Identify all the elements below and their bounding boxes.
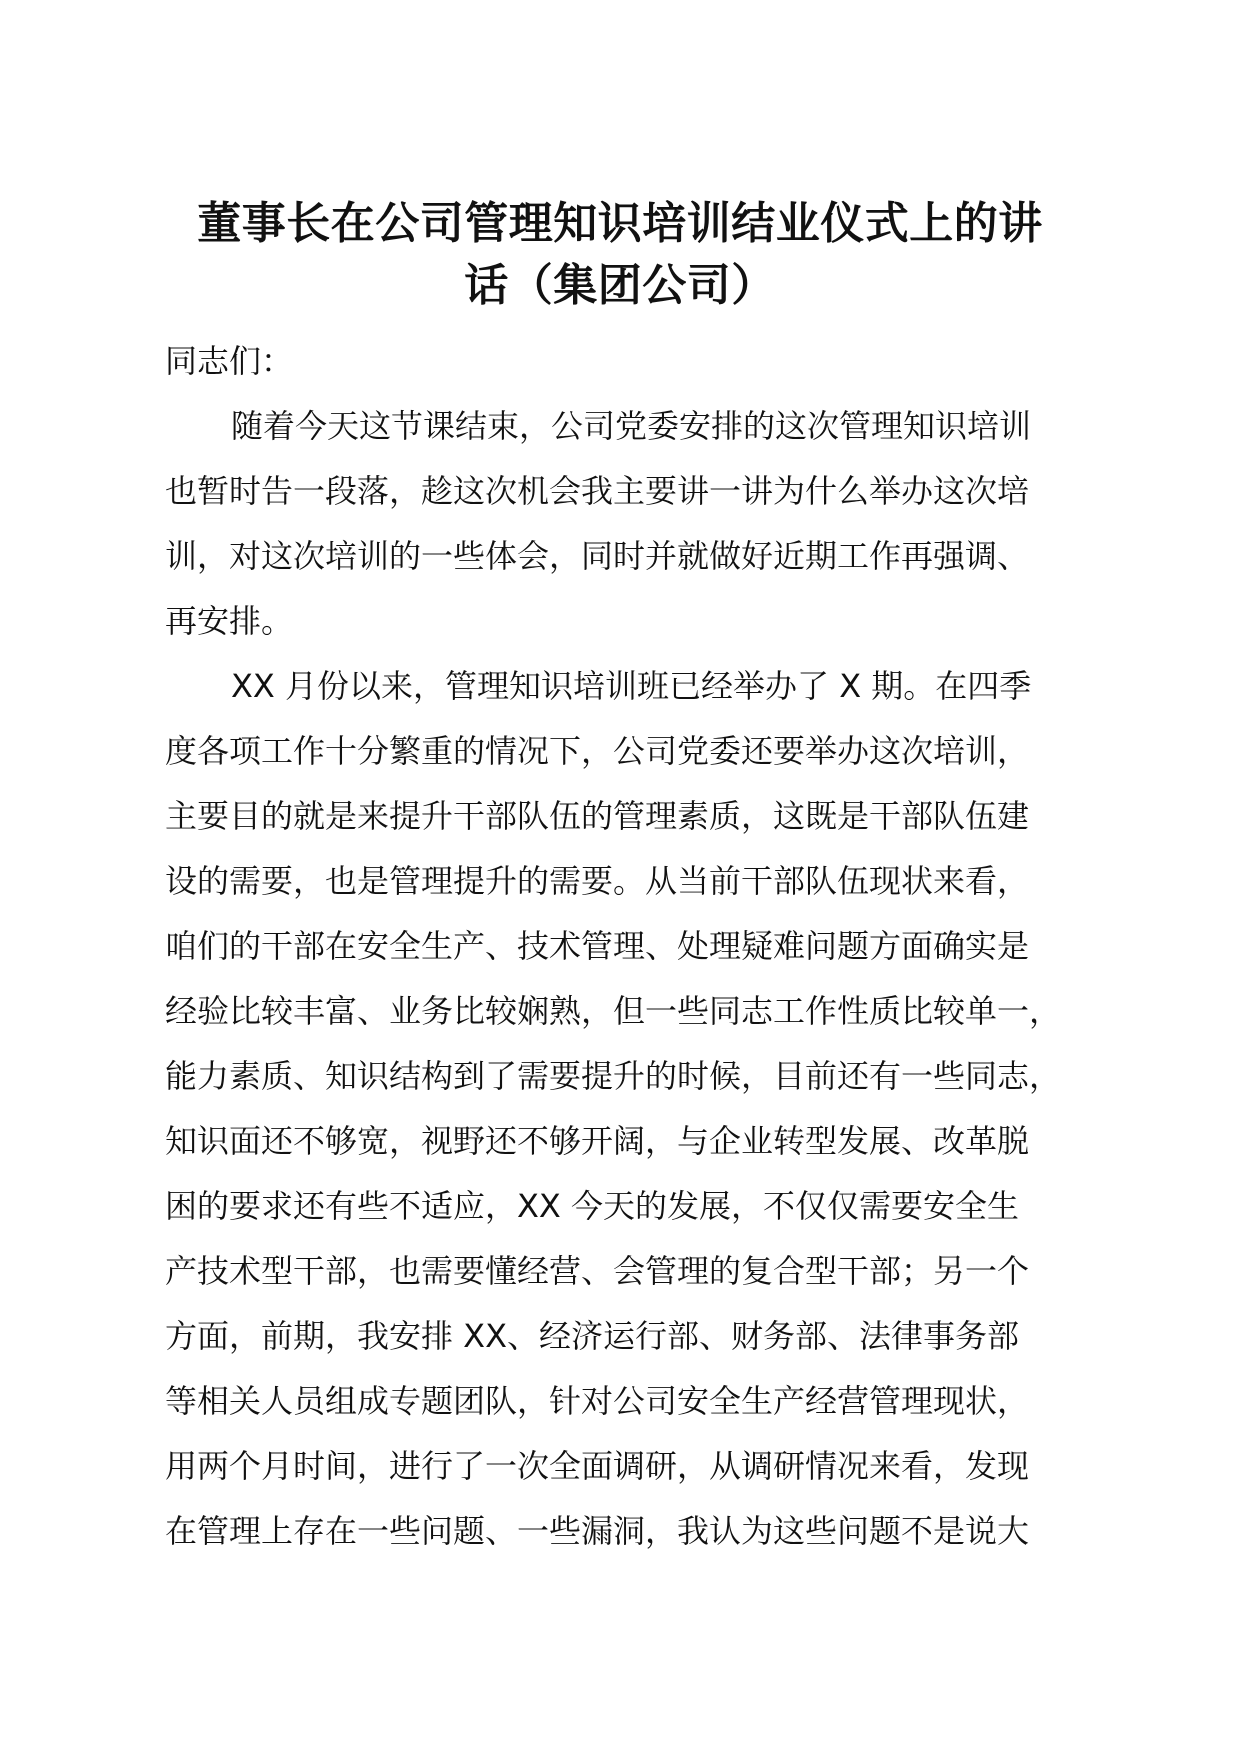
paragraph-line: 能力素质、知识结构到了需要提升的时候，目前还有一些同志， [165, 1057, 1062, 1095]
paragraph-line: 知识面还不够宽，视野还不够开阔，与企业转型发展、改革脱 [165, 1122, 1030, 1160]
title-line-2: 话（集团公司） [464, 260, 776, 311]
paragraph-line: 经验比较丰富、业务比较娴熟，但一些同志工作性质比较单一， [165, 992, 1062, 1030]
paragraph-line: XX 月份以来，管理知识培训班已经举办了 X 期。在四季 [231, 667, 1032, 705]
paragraph-line: 训，对这次培训的一些体会，同时并就做好近期工作再强调、 [165, 537, 1030, 575]
salutation: 同志们： [165, 342, 294, 380]
paragraph-line: 方面，前期，我安排 XX、经济运行部、财务部、法律事务部 [165, 1317, 1020, 1355]
paragraph-line: 随着今天这节课结束，公司党委安排的这次管理知识培训 [231, 407, 1032, 445]
paragraph-line: 主要目的就是来提升干部队伍的管理素质，这既是干部队伍建 [165, 797, 1030, 835]
paragraph-line: 在管理上存在一些问题、一些漏洞，我认为这些问题不是说大 [165, 1512, 1030, 1550]
paragraph-line: 咱们的干部在安全生产、技术管理、处理疑难问题方面确实是 [165, 927, 1030, 965]
paragraph-line: 产技术型干部，也需要懂经营、会管理的复合型干部；另一个 [165, 1252, 1030, 1290]
document-body [165, 329, 1105, 1564]
paragraph-1 [165, 394, 1105, 654]
title-line-1: 董事长在公司管理知识培训结业仪式上的讲 [197, 198, 1043, 249]
document-title [160, 193, 1080, 317]
paragraph-line: 设的需要，也是管理提升的需要。从当前干部队伍现状来看， [165, 862, 1030, 900]
paragraph-line: 用两个月时间，进行了一次全面调研，从调研情况来看，发现 [165, 1447, 1030, 1485]
paragraph-line: 再安排。 [165, 602, 294, 640]
paragraph-2 [165, 654, 1105, 1564]
paragraph-line: 也暂时告一段落，趁这次机会我主要讲一讲为什么举办这次培 [165, 472, 1030, 510]
paragraph-line: 等相关人员组成专题团队，针对公司安全生产经营管理现状， [165, 1382, 1030, 1420]
paragraph-line: 度各项工作十分繁重的情况下，公司党委还要举办这次培训， [165, 732, 1030, 770]
paragraph-line: 困的要求还有些不适应，XX 今天的发展，不仅仅需要安全生 [165, 1187, 1020, 1225]
